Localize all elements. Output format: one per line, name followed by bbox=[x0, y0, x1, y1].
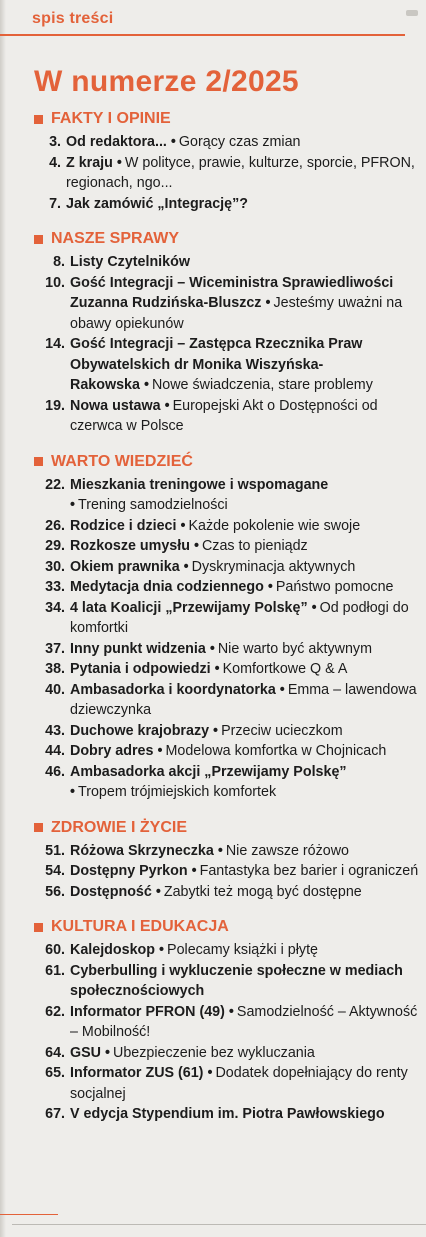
page-number: 54. bbox=[45, 863, 65, 879]
entry-description: Europejski Akt o Dostępności od czerwca w Polsce bbox=[70, 397, 378, 434]
page-number: 37. bbox=[45, 640, 65, 657]
toc-entry[interactable]: 51. Różowa Skrzyneczka • Nie zawsze różowo bbox=[34, 841, 422, 862]
toc-entry[interactable]: 60. Kalejdoskop • Polecamy książki i płytę bbox=[34, 940, 422, 961]
entry-title: Gość Integracji – Zastępca Rzecznika Praw Obywatelskich dr Monika Wiszyńska-Rakowska bbox=[70, 336, 363, 393]
section-heading bbox=[34, 451, 422, 473]
page-number: 34. bbox=[45, 599, 65, 616]
page-number: 3. bbox=[49, 134, 61, 150]
toc-section-warto-wiedziec bbox=[34, 451, 422, 803]
section-bullet-icon bbox=[34, 923, 43, 932]
page-number: 56. bbox=[45, 883, 65, 900]
entry-title: Rozkosze umysłu bbox=[70, 538, 190, 554]
toc-entry[interactable]: 19. Nowa ustawa • Europejski Akt o Dostępności od czerwca w Polsce bbox=[34, 396, 422, 437]
entry-title: Inny punkt widzenia bbox=[70, 640, 206, 657]
toc-section-zdrowie-i-zycie bbox=[34, 817, 422, 903]
toc-section-nasze-sprawy bbox=[34, 228, 422, 437]
toc-entry[interactable]: 34. 4 lata Koalicji „Przewijamy Polskę” • Od podłogi do komfortki bbox=[34, 598, 422, 639]
page-corner-mark bbox=[406, 10, 418, 16]
entry-title: Rodzice i dzieci bbox=[70, 517, 177, 534]
page-number: 61. bbox=[45, 962, 65, 979]
entry-description: Ubezpieczenie bez wykluczania bbox=[113, 1044, 315, 1061]
entry-title: Od redaktora... bbox=[66, 134, 167, 150]
toc-entry[interactable]: 56. Dostępność • Zabytki też mogą być dostępne bbox=[34, 882, 422, 903]
entry-title: Ambasadorka akcji „Przewijamy Polskę” bbox=[70, 763, 347, 780]
toc-entry[interactable] bbox=[34, 1104, 422, 1125]
toc-entry[interactable]: 40. Ambasadorka i koordynatorka • Emma – lawendowa dziewczynka bbox=[34, 680, 422, 721]
header-rule bbox=[0, 34, 405, 36]
toc-entry[interactable]: 62. Informator PFRON (49) • Samodzielność – Aktywność – Mobilność! bbox=[34, 1002, 422, 1043]
entry-title: Różowa Skrzyneczka bbox=[70, 842, 214, 859]
section-heading bbox=[34, 108, 422, 130]
page-number: 7. bbox=[49, 195, 61, 212]
entry-description: Tropem trójmiejskich komfortek bbox=[78, 784, 277, 800]
toc-entry[interactable]: 26. Rodzice i dzieci • Każde pokolenie wie swoje bbox=[34, 516, 422, 537]
section-bullet-icon bbox=[34, 457, 43, 466]
section-bullet-icon bbox=[34, 115, 43, 124]
entry-description: Samodzielność – Aktywność – Mobilność! bbox=[70, 1003, 418, 1040]
entry-title: Okiem prawnika bbox=[70, 558, 180, 575]
entry-title: GSU bbox=[70, 1044, 101, 1061]
toc-entry[interactable]: 29. Rozkosze umysłu • Czas to pieniądz bbox=[34, 536, 422, 557]
entry-description: Każde pokolenie wie swoje bbox=[188, 517, 361, 534]
entry-title: Duchowe krajobrazy bbox=[70, 722, 210, 739]
page-number: 65. bbox=[45, 1065, 65, 1081]
toc-entry[interactable]: 14. Gość Integracji – Zastępca Rzecznika Praw Obywatelskich dr Monika Wiszyńska-Rakowska • Nowe świadczenia, stare problemy bbox=[34, 334, 422, 396]
section-bullet-icon bbox=[34, 823, 43, 832]
entry-description: Komfortkowe Q & A bbox=[222, 661, 348, 677]
section-heading bbox=[34, 916, 422, 938]
entry-title: Informator ZUS (61) bbox=[70, 1065, 204, 1081]
toc-entry[interactable]: 37. Inny punkt widzenia • Nie warto być aktywnym bbox=[34, 639, 422, 660]
entry-description: Gorący czas zmian bbox=[178, 134, 301, 150]
page-number: 38. bbox=[45, 661, 65, 677]
section-heading bbox=[34, 817, 422, 839]
entry-title: Informator PFRON (49) bbox=[70, 1003, 225, 1020]
entry-title: Z kraju bbox=[66, 154, 113, 171]
entry-title: Medytacja dnia codziennego bbox=[70, 579, 264, 595]
entry-description: Nowe świadczenia, stare problemy bbox=[151, 377, 373, 393]
page-number: 26. bbox=[45, 517, 65, 534]
entry-description: Trening samodzielności bbox=[78, 497, 228, 513]
toc-entry[interactable]: 30. Okiem prawnika • Dyskryminacja aktywnych bbox=[34, 557, 422, 578]
toc-entry[interactable]: 38. Pytania i odpowiedzi • Komfortkowe Q & A bbox=[34, 659, 422, 680]
page-number: 44. bbox=[45, 743, 65, 759]
entry-title: Dostępność bbox=[70, 883, 152, 900]
entry-title: Cyberbulling i wykluczenie społeczne w mediach społecznościowych bbox=[70, 962, 403, 999]
page-number: 46. bbox=[45, 763, 65, 780]
page-number: 14. bbox=[45, 336, 65, 352]
entry-description: Polecamy książki i płytę bbox=[167, 942, 318, 958]
entry-description: Dyskryminacja aktywnych bbox=[191, 558, 356, 575]
toc-section-fakty-i-opinie bbox=[34, 108, 422, 214]
toc-section-kultura-i-edukacja bbox=[34, 916, 422, 1125]
section-title: WARTO WIEDZIEĆ bbox=[51, 452, 193, 470]
toc-entry[interactable]: 4. Z kraju • W polityce, prawie, kulturze, sporcie, PFRON, regionach, ngo... bbox=[34, 153, 422, 194]
toc-entry[interactable] bbox=[34, 194, 422, 215]
entry-description: W polityce, prawie, kulturze, sporcie, PFRON, regionach, ngo... bbox=[66, 154, 415, 191]
page-number: 64. bbox=[45, 1044, 65, 1061]
page-number: 51. bbox=[45, 842, 65, 859]
toc-entry[interactable] bbox=[34, 252, 422, 273]
entry-description: Przeciw ucieczkom bbox=[221, 722, 343, 739]
entry-title: Jak zamówić „Integrację”? bbox=[66, 195, 248, 212]
toc-entry[interactable]: 46. Ambasadorka akcji „Przewijamy Polskę” • Tropem trójmiejskich komfortek bbox=[34, 762, 422, 803]
page-number: 30. bbox=[45, 558, 65, 575]
page-number: 19. bbox=[45, 397, 65, 414]
entry-title: V edycja Stypendium im. Piotra Pawłowskiego bbox=[70, 1106, 385, 1122]
entry-title: Ambasadorka i koordynatorka bbox=[70, 681, 276, 698]
entry-description: Fantastyka bez barier i ograniczeń bbox=[199, 863, 419, 879]
toc-entry[interactable]: 54. Dostępny Pyrkon • Fantastyka bez barier i ograniczeń bbox=[34, 861, 422, 882]
entry-description: Zabytki też mogą być dostępne bbox=[163, 883, 362, 900]
toc-entry[interactable]: 10. Gość Integracji – Wiceministra Sprawiedliwości Zuzanna Rudzińska-Bluszcz • Jesteśmy uważni na obawy opiekunów bbox=[34, 273, 422, 335]
footer-rule bbox=[12, 1224, 426, 1225]
page-edge-shadow bbox=[0, 0, 6, 1237]
entry-description: Modelowa komfortka w Chojnicach bbox=[165, 743, 387, 759]
page-number: 60. bbox=[45, 942, 65, 958]
toc-entry[interactable]: 3. Od redaktora... • Gorący czas zmian bbox=[34, 132, 422, 153]
page-number: 33. bbox=[45, 579, 65, 595]
page-number: 4. bbox=[49, 154, 61, 171]
entry-description: Dodatek dopełniający do renty socjalnej bbox=[70, 1065, 408, 1102]
entry-description: Czas to pieniądz bbox=[201, 538, 308, 554]
entry-description: Jesteśmy uważni na obawy opiekunów bbox=[70, 295, 403, 332]
entry-description: Emma – lawendowa dziewczynka bbox=[70, 681, 417, 718]
section-header-label: spis treści bbox=[32, 10, 114, 27]
section-title: KULTURA I EDUKACJA bbox=[51, 918, 229, 935]
section-title: FAKTY I OPINIE bbox=[51, 110, 171, 127]
entry-title: Pytania i odpowiedzi bbox=[70, 661, 211, 677]
page-number: 22. bbox=[45, 476, 65, 493]
entry-description: Nie zawsze różowo bbox=[225, 842, 350, 859]
entry-title: Listy Czytelników bbox=[70, 254, 190, 270]
page-number: 67. bbox=[45, 1106, 65, 1122]
table-of-contents bbox=[34, 62, 422, 1125]
entry-title: Dobry adres bbox=[70, 743, 154, 759]
entry-description: Państwo pomocne bbox=[275, 579, 394, 595]
toc-entry[interactable]: 44. Dobry adres • Modelowa komfortka w Chojnicach bbox=[34, 741, 422, 762]
toc-entry[interactable]: 43. Duchowe krajobrazy • Przeciw ucieczkom bbox=[34, 721, 422, 742]
section-title: NASZE SPRAWY bbox=[51, 230, 180, 247]
issue-title: W numerze 2/2025 bbox=[34, 65, 299, 98]
toc-entry[interactable]: 65. Informator ZUS (61) • Dodatek dopełniający do renty socjalnej bbox=[34, 1063, 422, 1104]
entry-title: Mieszkania treningowe i wspomagane bbox=[70, 476, 329, 493]
page-number: 8. bbox=[53, 254, 65, 270]
page-number: 40. bbox=[45, 681, 65, 698]
entry-title: Dostępny Pyrkon bbox=[70, 863, 188, 879]
page-number: 29. bbox=[45, 538, 65, 554]
entry-description: Nie warto być aktywnym bbox=[217, 640, 372, 657]
toc-entry[interactable]: 22. Mieszkania treningowe i wspomagane • Trening samodzielności bbox=[34, 475, 422, 516]
entry-title: Nowa ustawa bbox=[70, 397, 161, 414]
entry-title: Kalejdoskop bbox=[70, 942, 156, 958]
section-title: ZDROWIE I ŻYCIE bbox=[51, 818, 187, 836]
section-bullet-icon bbox=[34, 235, 43, 244]
page-number: 10. bbox=[45, 274, 65, 291]
toc-entry[interactable]: 64. GSU • Ubezpieczenie bez wykluczania bbox=[34, 1043, 422, 1064]
page-number: 43. bbox=[45, 722, 65, 739]
entry-title: 4 lata Koalicji „Przewijamy Polskę” bbox=[70, 599, 308, 616]
entry-title: Gość Integracji – Wiceministra Sprawiedliwości Zuzanna Rudzińska-Bluszcz bbox=[70, 274, 394, 311]
toc-entry[interactable] bbox=[34, 961, 422, 1002]
toc-entry[interactable]: 33. Medytacja dnia codziennego • Państwo pomocne bbox=[34, 577, 422, 598]
section-heading bbox=[34, 228, 422, 250]
entry-description: Od podłogi do komfortki bbox=[70, 599, 409, 636]
page-number: 62. bbox=[45, 1003, 65, 1020]
footer-accent-rule bbox=[0, 1214, 58, 1215]
